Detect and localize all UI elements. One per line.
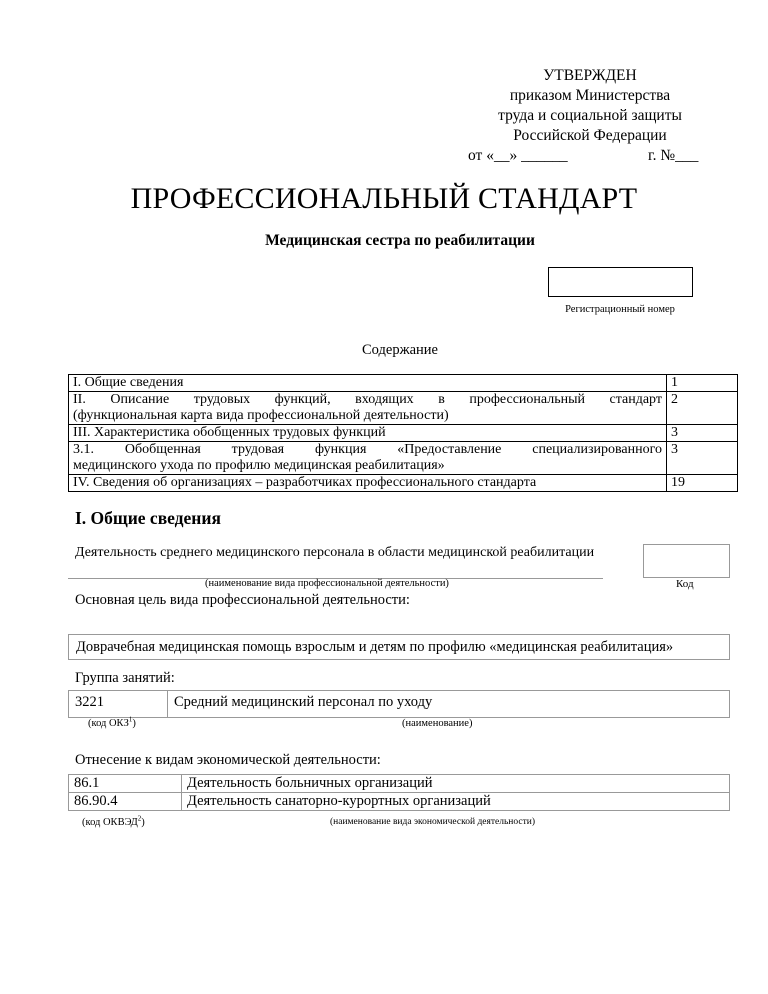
footnote-link[interactable]: 1: [128, 715, 133, 724]
toc-row[interactable]: [69, 475, 738, 492]
okz-caption-end: ): [132, 718, 136, 729]
toc-item-line: III. Характеристика обобщенных трудовых функций: [73, 425, 386, 440]
goal-value: Доврачебная медицинская помощь взрослым и детям по профилю «медицинская реабилитация»: [68, 634, 730, 660]
approval-line: Российской Федерации: [513, 127, 667, 144]
group-label: Группа занятий:: [75, 670, 175, 686]
table-row: [69, 775, 730, 793]
okved-name-caption: (наименование вида экономической деятельности): [330, 817, 535, 827]
activity-caption: (наименование вида профессиональной деятельности): [205, 578, 449, 589]
activity-code-field[interactable]: [643, 544, 730, 578]
toc-item-page: 3: [667, 425, 738, 442]
toc-item-page: 19: [667, 475, 738, 492]
approval-line: приказом Министерства: [509, 87, 671, 104]
approval-line: труда и социальной защиты: [498, 107, 682, 124]
toc-item-line: II. Описание трудовых функций, входящих в профессиональный стандарт: [73, 392, 662, 407]
group-name: Средний медицинский персонал по уходу: [168, 691, 730, 718]
toc-item-text: [69, 392, 667, 425]
toc-item-text: [69, 442, 667, 475]
toc-table: [68, 374, 738, 492]
group-table: [68, 690, 730, 718]
okved-code: 86.90.4: [69, 793, 182, 811]
toc-item-text: [69, 375, 667, 392]
toc-item-line: медицинского ухода по профилю медицинская реабилитация»: [73, 458, 445, 473]
approval-number: г. №___: [648, 147, 699, 164]
econ-table: [68, 774, 730, 811]
approval-date-left: от «__» ______: [468, 147, 568, 164]
toc-item-line: I. Общие сведения: [73, 375, 184, 390]
okved-caption-text: (код ОКВЭД: [82, 817, 138, 828]
econ-label: Отнесение к видам экономической деятельности:: [75, 752, 381, 768]
okved-name: Деятельность больничных организаций: [182, 775, 730, 793]
approval-block: [440, 66, 740, 146]
page-subtitle: Медицинская сестра по реабилитации: [265, 232, 535, 249]
toc-heading: Содержание: [362, 342, 438, 358]
toc-item-page: 3: [667, 442, 738, 475]
okved-caption-end: ): [141, 817, 145, 828]
okved-code: 86.1: [69, 775, 182, 793]
toc-item-line: IV. Сведения об организациях – разработчиках профессионального стандарта: [73, 475, 537, 490]
toc-item-line: 3.1. Обобщенная трудовая функция «Предоставление специализированного: [73, 442, 662, 457]
toc-item-line: (функциональная карта вида профессиональной деятельности): [73, 408, 449, 423]
toc-item-page: 2: [667, 392, 738, 425]
table-row: [69, 691, 730, 718]
okved-caption: [82, 814, 145, 828]
toc-row[interactable]: [69, 442, 738, 475]
footnote-link[interactable]: 2: [137, 814, 142, 823]
toc-row[interactable]: [69, 425, 738, 442]
page-title: ПРОФЕССИОНАЛЬНЫЙ СТАНДАРТ: [130, 182, 638, 215]
okved-name: Деятельность санаторно-курортных организаций: [182, 793, 730, 811]
toc-item-text: [69, 425, 667, 442]
approval-line: УТВЕРЖДЕН: [543, 67, 637, 84]
activity-name: Деятельность среднего медицинского персонала в области медицинской реабилитации: [75, 545, 595, 560]
okz-caption: [88, 715, 136, 729]
code-caption: Код: [676, 578, 694, 590]
section-title: I. Общие сведения: [75, 508, 221, 528]
approval-date: [468, 146, 748, 166]
toc-item-page: 1: [667, 375, 738, 392]
group-code: 3221: [69, 691, 168, 718]
goal-label: Основная цель вида профессиональной деятельности:: [75, 592, 410, 608]
registration-number-label: Регистрационный номер: [565, 304, 675, 315]
okz-caption-text: (код ОКЗ: [88, 718, 129, 729]
registration-number-field[interactable]: [548, 267, 693, 297]
table-row: [69, 793, 730, 811]
toc-row[interactable]: [69, 375, 738, 392]
toc-row[interactable]: [69, 392, 738, 425]
toc-item-text: [69, 475, 667, 492]
okz-name-caption: (наименование): [402, 718, 473, 729]
